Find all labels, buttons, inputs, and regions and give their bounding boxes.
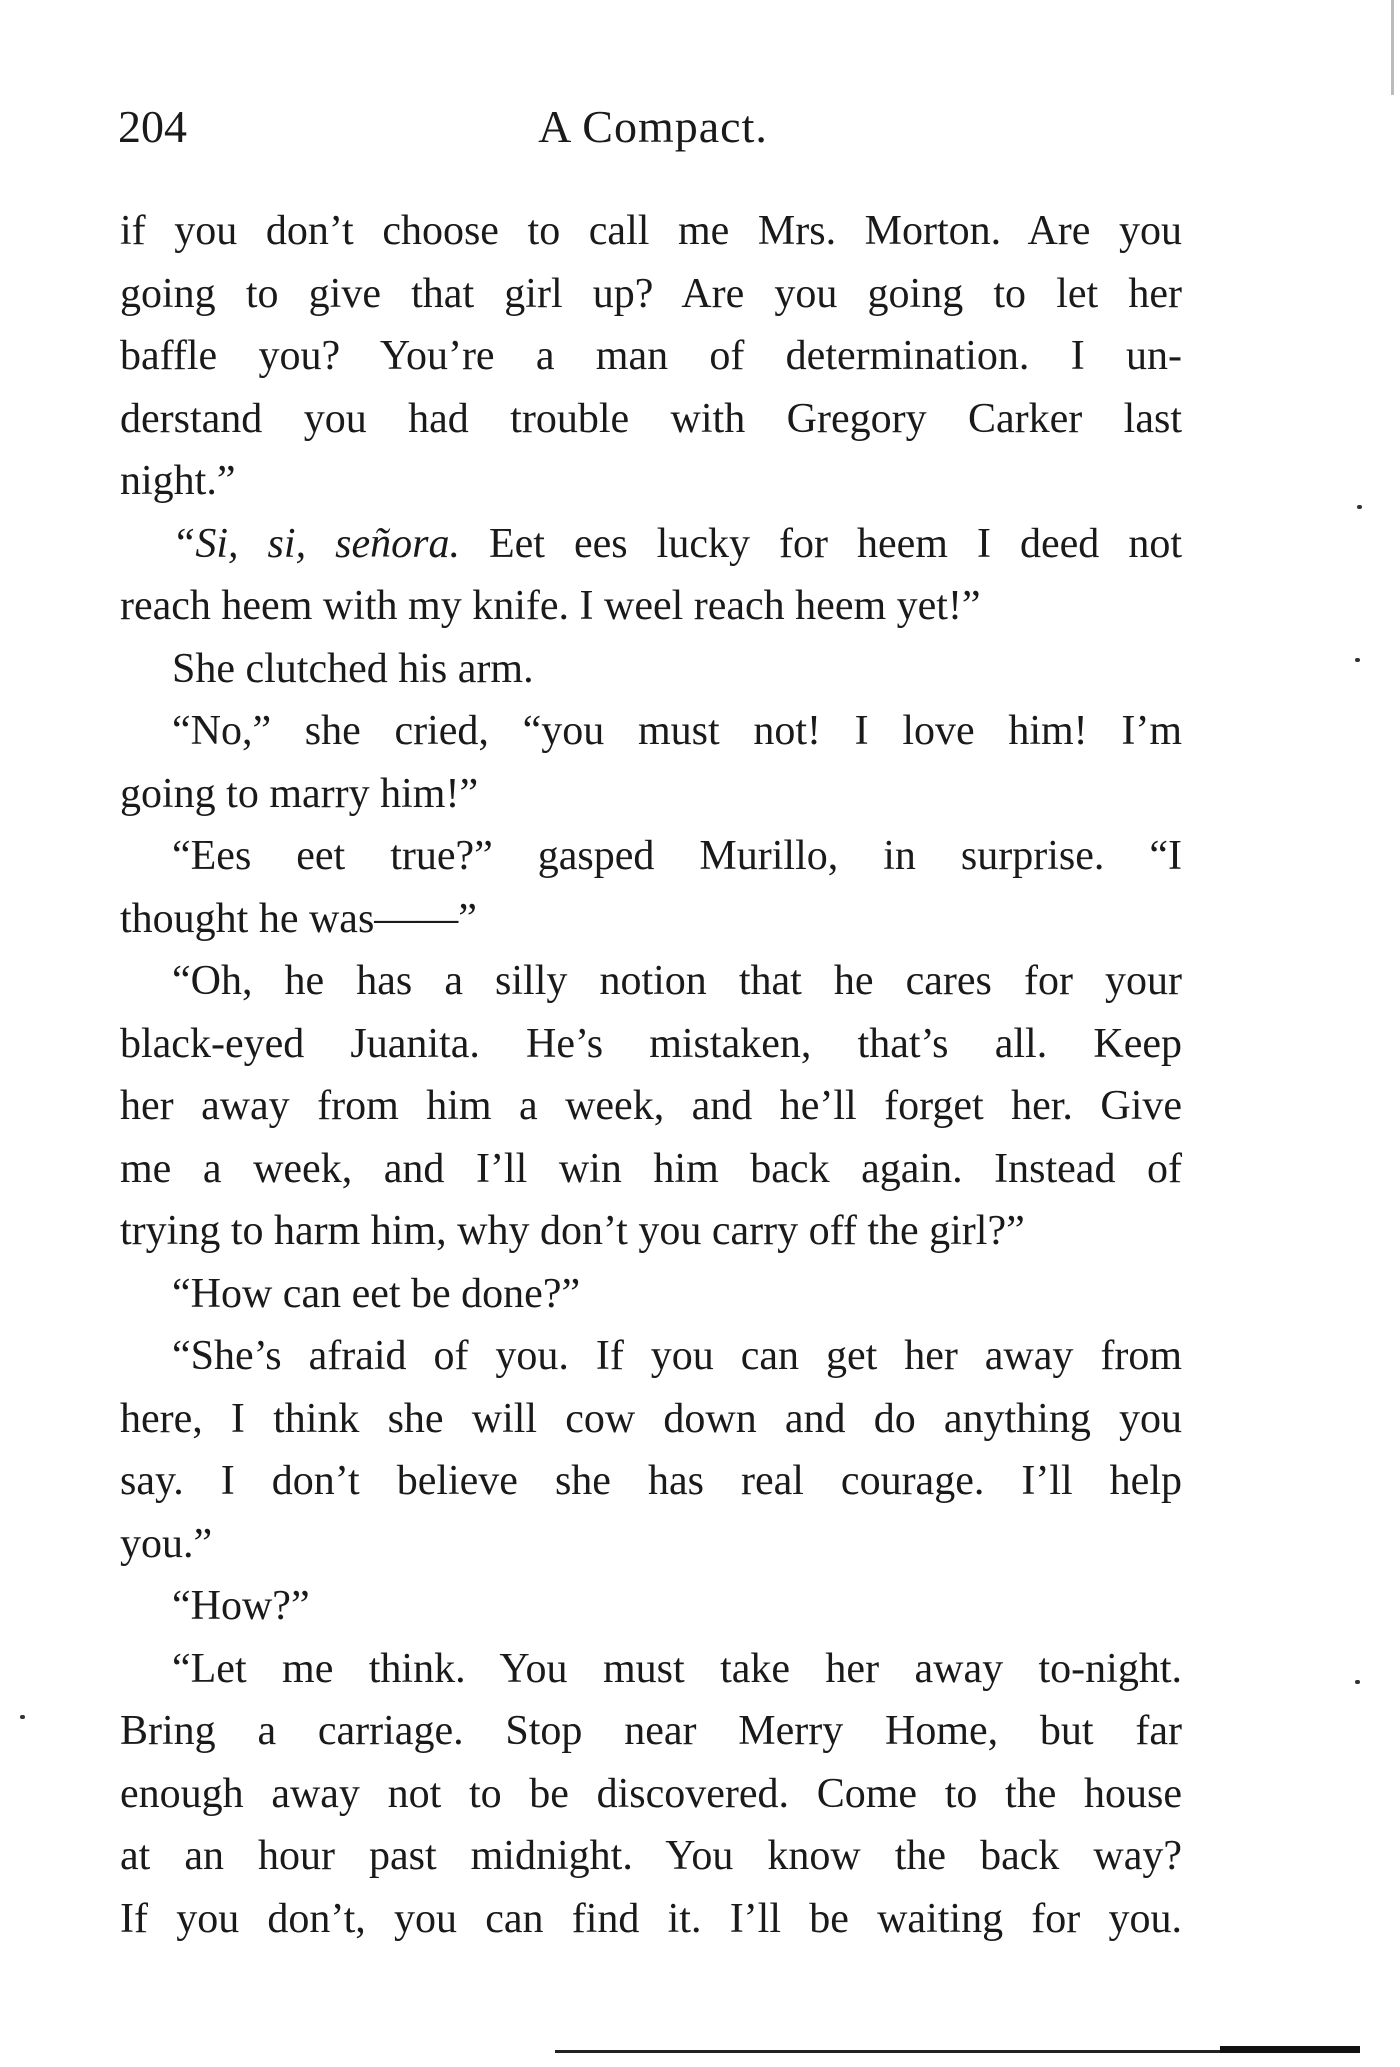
bottom-rule-thick <box>1220 2046 1360 2053</box>
page-number: 204 <box>118 101 187 152</box>
text-line: here, I think she will cow down and do anything you <box>120 1395 1182 1442</box>
text-line: derstand you had trouble with Gregory Carker last <box>120 395 1182 442</box>
text-line: night.” <box>120 458 236 504</box>
text-line: “Let me think. You must take her away to-night. <box>172 1645 1182 1692</box>
running-title: A Compact. <box>538 101 768 152</box>
text-line: If you don’t, you can find it. I’ll be waiting for you. <box>120 1895 1182 1942</box>
text-line: thought he was——” <box>120 895 477 942</box>
text-line: black-eyed Juanita. He’s mistaken, that’s all. Keep <box>120 1020 1182 1067</box>
print-speck <box>1355 658 1360 662</box>
text-line: “No,” she cried, “you must not! I love him! I’m <box>172 708 1182 754</box>
text-line: baffle you? You’re a man of determination. I un- <box>120 333 1182 379</box>
body-text <box>120 200 1182 1950</box>
text-line: say. I don’t believe she has real courage. I’ll help <box>120 1458 1182 1504</box>
text-line-rest: Eet ees lucky for heem I deed not <box>459 520 1182 567</box>
text-line: “How can eet be done?” <box>172 1270 581 1317</box>
text-line: “Oh, he has a silly notion that he cares for your <box>172 958 1182 1004</box>
page-edge-mark <box>1391 0 1394 95</box>
text-line <box>120 513 1182 576</box>
text-line: “How?” <box>172 1583 310 1629</box>
text-line: Bring a carriage. Stop near Merry Home, but far <box>120 1708 1182 1754</box>
page-header <box>118 100 1188 170</box>
italic-phrase: “Si, si, señora. <box>172 520 460 567</box>
text-line: reach heem with my knife. I weel reach heem yet!” <box>120 583 981 629</box>
text-line: enough away not to be discovered. Come to the house <box>120 1770 1182 1817</box>
text-line: “Ees eet true?” gasped Murillo, in surprise. “I <box>172 833 1182 879</box>
text-line: her away from him a week, and he’ll forget her. Give <box>120 1083 1182 1129</box>
text-line: trying to harm him, why don’t you carry off the girl?” <box>120 1208 1025 1254</box>
print-speck <box>20 1715 25 1719</box>
print-speck <box>1355 1680 1360 1684</box>
text-line: going to give that girl up? Are you going to let her <box>120 270 1182 317</box>
text-line: “She’s afraid of you. If you can get her away from <box>172 1333 1182 1379</box>
text-line: if you don’t choose to call me Mrs. Morton. Are you <box>120 208 1182 254</box>
text-line: She clutched his arm. <box>172 645 534 692</box>
text-line: going to marry him!” <box>120 770 479 817</box>
text-line: me a week, and I’ll win him back again. Instead of <box>120 1145 1182 1192</box>
text-line: at an hour past midnight. You know the back way? <box>120 1833 1182 1879</box>
print-speck <box>1357 505 1362 509</box>
text-line: you.” <box>120 1520 213 1567</box>
